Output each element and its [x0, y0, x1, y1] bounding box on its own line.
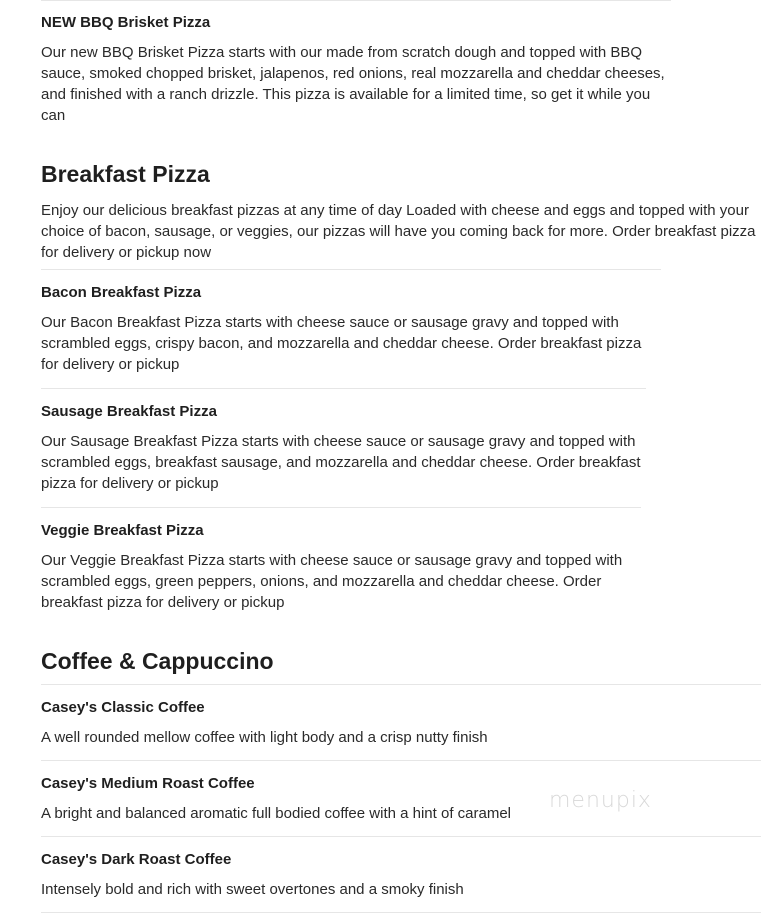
- menupix-watermark: menupix: [549, 788, 652, 813]
- item-description: Our Sausage Breakfast Pizza starts with cheese sauce or sausage gravy and topped with scrambled eggs, breakfast sausage, and mozzarella and cheddar cheese. Order breakfast pizza for delivery or pickup: [41, 433, 641, 492]
- item-description: Our new BBQ Brisket Pizza starts with our made from scratch dough and topped with BBQ sauce, smoked chopped brisket, jalapenos, red onions, real mozzarella and cheddar cheeses, and finished with a ranch drizzle. This pizza is available for a limited time, so get it while you can: [41, 44, 665, 124]
- menu-item-bacon-breakfast-pizza: [41, 269, 661, 388]
- item-title: Bacon Breakfast Pizza: [41, 284, 202, 301]
- item-title: Veggie Breakfast Pizza: [41, 522, 204, 539]
- item-description: A well rounded mellow coffee with light body and a crisp nutty finish: [41, 729, 488, 746]
- menu-page: [41, 0, 761, 913]
- section-breakfast-pizza: [41, 160, 761, 269]
- item-description: A bright and balanced aromatic full bodied coffee with a hint of caramel: [41, 805, 512, 822]
- menu-item-classic-coffee: [41, 684, 761, 760]
- section-title: Breakfast Pizza: [41, 161, 210, 187]
- item-title: NEW BBQ Brisket Pizza: [41, 14, 211, 31]
- item-description: Our Veggie Breakfast Pizza starts with cheese sauce or sausage gravy and topped with scrambled eggs, green peppers, onions, and mozzarella and cheddar cheese. Order breakfast pizza for delivery or pickup: [41, 552, 623, 611]
- menu-item-dark-roast-coffee: [41, 836, 761, 912]
- section-description: Enjoy our delicious breakfast pizzas at any time of day Loaded with cheese and eggs and topped with your choice of bacon, sausage, or veggies, our pizzas will have you coming back for more. Order breakfast pizza for delivery or pickup now: [41, 202, 756, 261]
- menu-item-veggie-breakfast-pizza: [41, 507, 641, 613]
- section-coffee-cappuccino: [41, 647, 761, 684]
- item-description: Our Bacon Breakfast Pizza starts with cheese sauce or sausage gravy and topped with scrambled eggs, crispy bacon, and mozzarella and cheddar cheese. Order breakfast pizza for delivery or pickup: [41, 314, 642, 373]
- item-title: Sausage Breakfast Pizza: [41, 403, 217, 420]
- item-title: Casey's Medium Roast Coffee: [41, 775, 255, 792]
- section-title: Coffee & Cappuccino: [41, 648, 274, 674]
- item-title: Casey's Classic Coffee: [41, 699, 205, 716]
- menu-item-bbq-brisket-pizza: [41, 0, 671, 126]
- menu-item-medium-roast-coffee: [41, 760, 761, 836]
- item-description: Intensely bold and rich with sweet overtones and a smoky finish: [41, 881, 464, 898]
- item-title: Casey's Dark Roast Coffee: [41, 851, 232, 868]
- menu-item-sausage-breakfast-pizza: [41, 388, 646, 507]
